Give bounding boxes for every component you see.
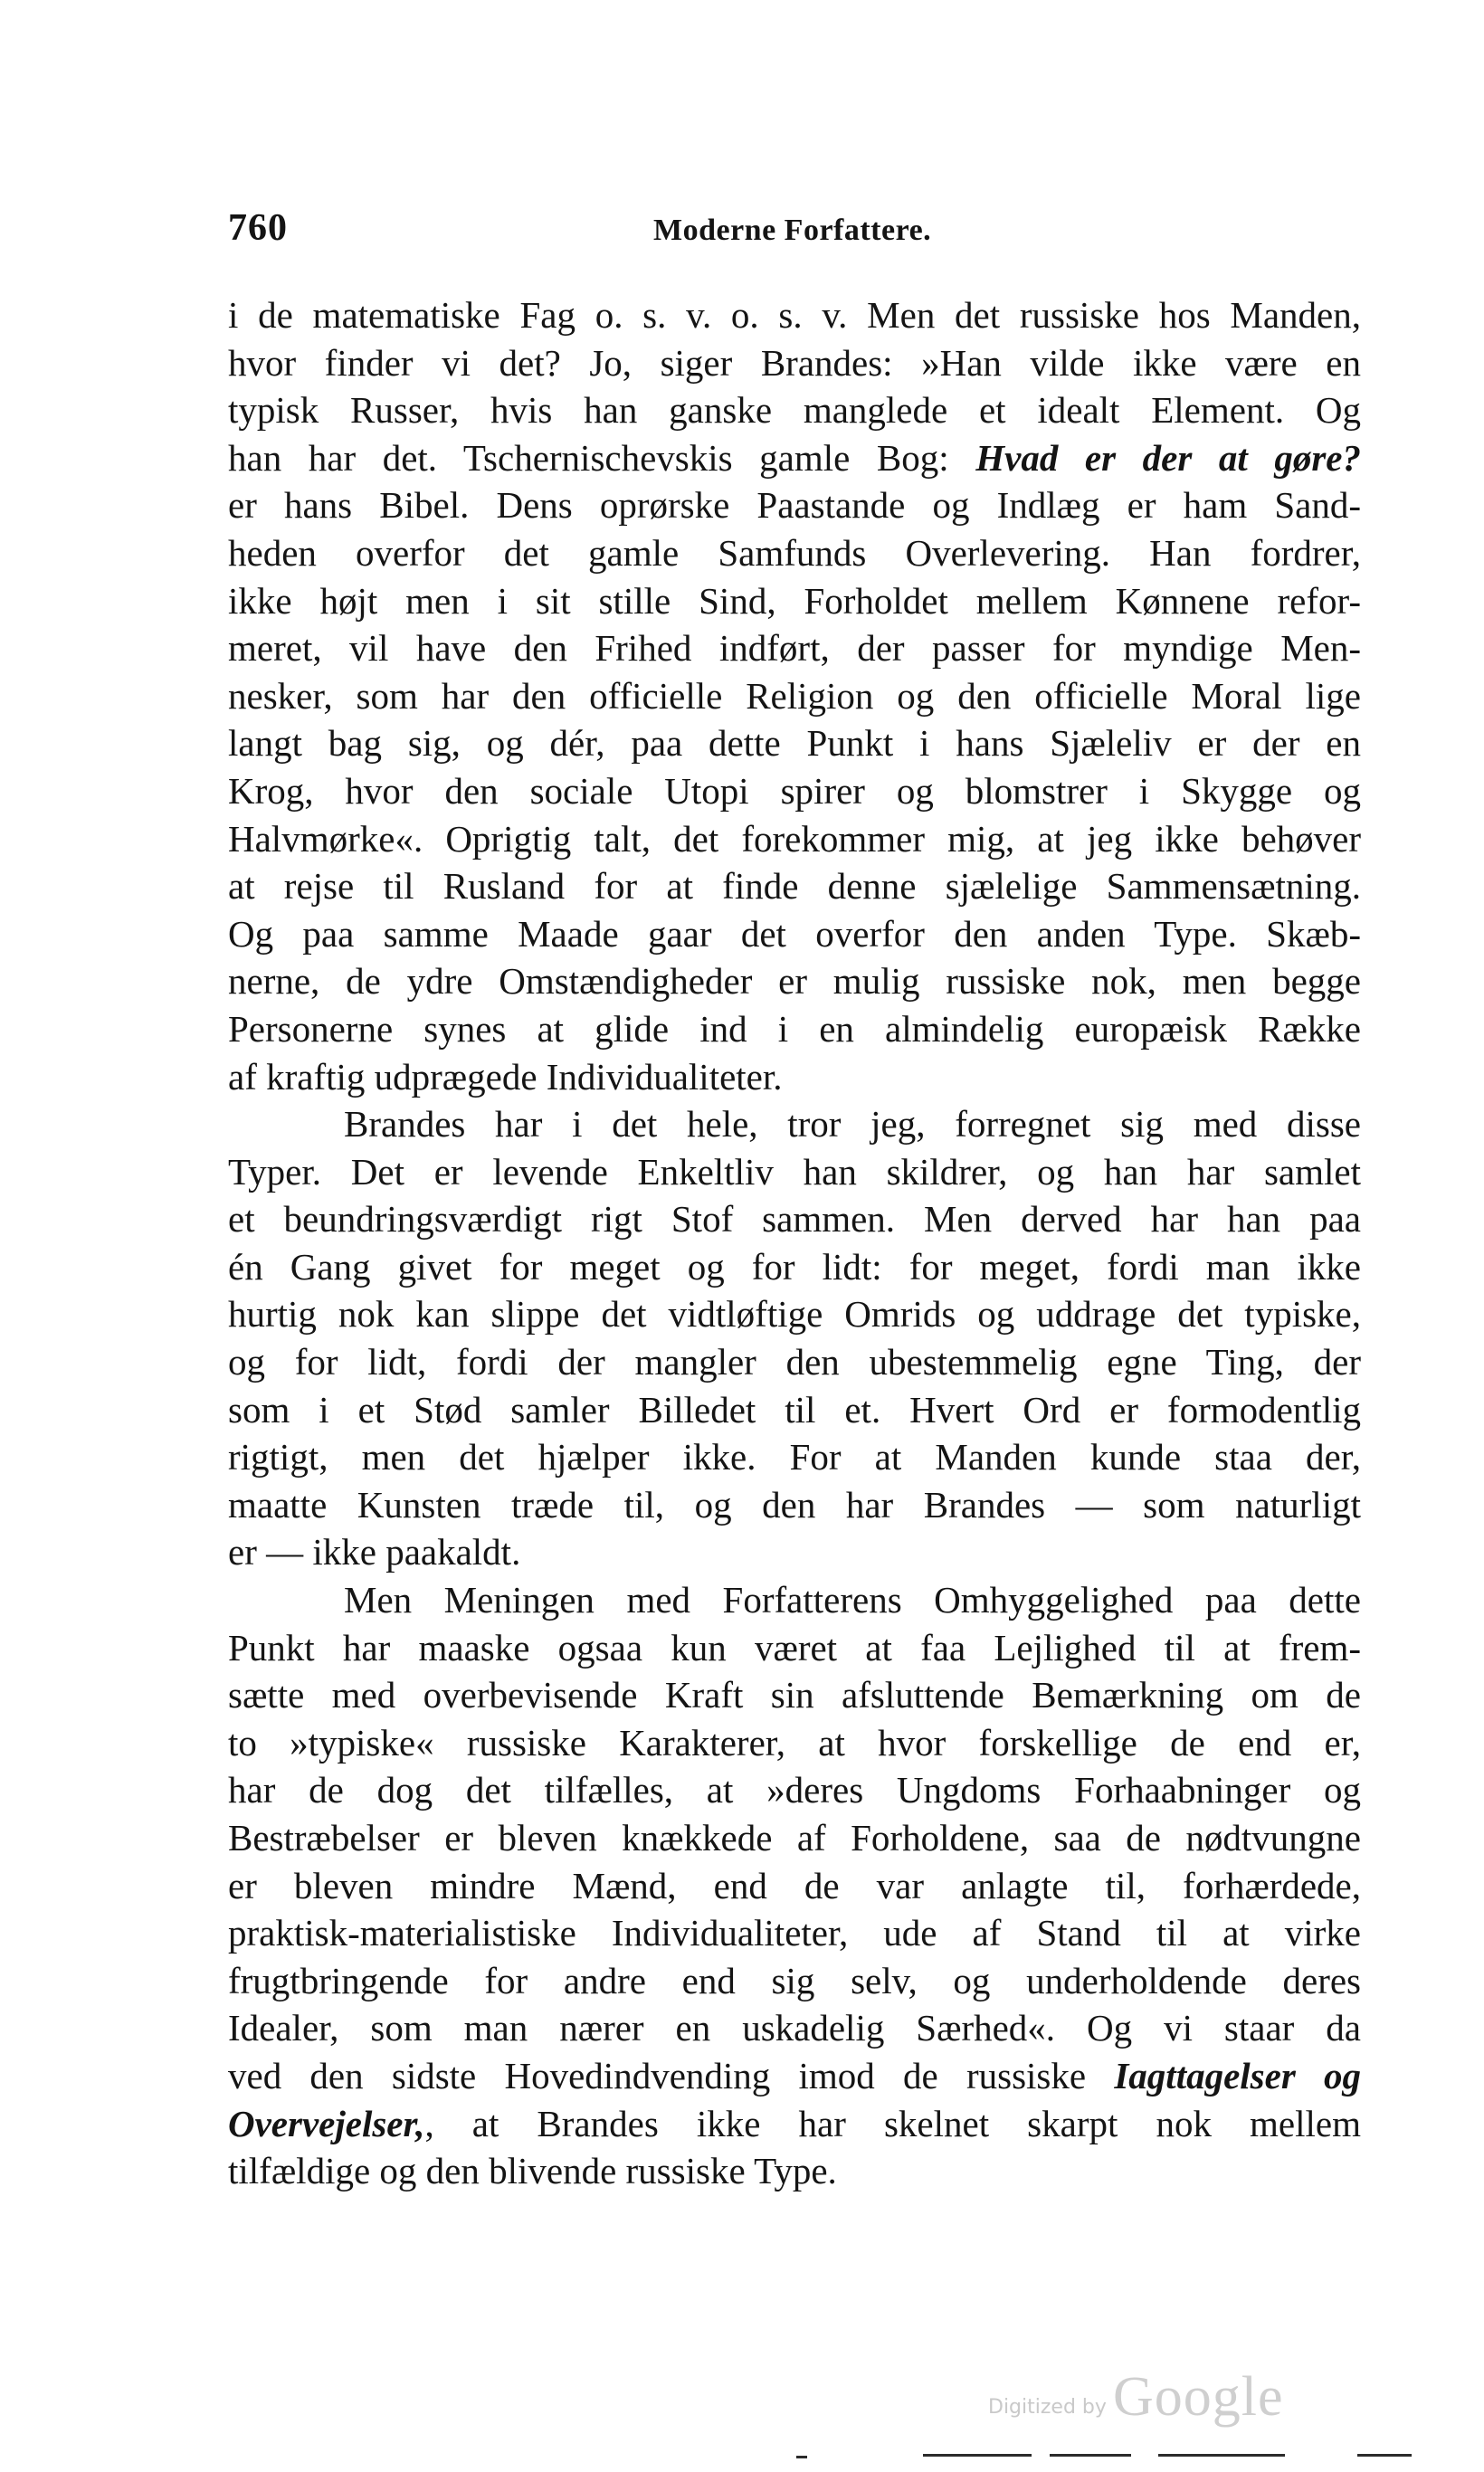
paragraph-start: Men Meningen med Forfatterens Omhyggelighed paa dette xyxy=(344,1579,1361,1621)
italic-title-part: Iagttagelser og xyxy=(1114,2054,1362,2096)
text-line: heden overfor det gamle Samfunds Overlevering. Han fordrer, xyxy=(228,531,1361,574)
text-line: nesker, som har den officielle Religion og den officielle Moral lige xyxy=(228,674,1361,717)
text-line: er hans Bibel. Dens oprørske Paastande og Indlæg er ham Sand- xyxy=(228,484,1361,527)
text-line: typisk Russer, hvis han ganske manglede et idealt Element. Og xyxy=(228,389,1361,432)
text-line: Punkt har maaske ogsaa kun været at faa Lejlighed til at frem- xyxy=(228,1626,1361,1669)
italic-title-part: Overvejelser, xyxy=(228,2102,425,2144)
text-line: tilfældige og den blivende russiske Type. xyxy=(228,2150,837,2192)
text-line: Idealer, som man nærer en uskadelig Særhed«. Og vi staar da xyxy=(228,2007,1361,2049)
text-line: et beundringsværdigt rigt Stof sammen. Men derved har han paa xyxy=(228,1198,1361,1241)
text-line xyxy=(228,2100,1361,2148)
text-line: Og paa samme Maade gaar det overfor den anden Type. Skæb- xyxy=(228,912,1361,955)
running-head: Moderne Forfattere. xyxy=(653,214,932,247)
text-line: hurtig nok kan slippe det vidtløftige Omrids og uddrage det typiske, xyxy=(228,1293,1361,1336)
text-segment: ved den sidste Hovedindvending imod de russiske xyxy=(228,2054,1087,2096)
text-line: som i et Stød samler Billedet til et. Hvert Ord er formodentlig xyxy=(228,1388,1361,1431)
text-line: rigtigt, men det hjælper ikke. For at Manden kunde staa der, xyxy=(228,1436,1361,1478)
scan-edge-mark xyxy=(923,2454,1032,2457)
text-line xyxy=(228,2052,1361,2100)
text-line: Bestræbelser er bleven knækkede af Forholdene, saa de nødtvungne xyxy=(228,1817,1361,1859)
text-line: er — ikke paakaldt. xyxy=(228,1531,521,1574)
text-line: ikke højt men i sit stille Sind, Forholdet mellem Kønnene refor- xyxy=(228,579,1361,622)
watermark-prefix: Digitized by xyxy=(988,2396,1107,2419)
text-line: langt bag sig, og dér, paa dette Punkt i hans Sjæleliv er der en xyxy=(228,722,1361,765)
scan-edge-mark xyxy=(1050,2454,1131,2457)
text-segment: , at Brandes ikke har skelnet skarpt nok mellem xyxy=(424,2102,1361,2144)
text-line: er bleven mindre Mænd, end de var anlagte til, forhærdede, xyxy=(228,1864,1361,1906)
page-number: 760 xyxy=(228,207,288,249)
text-line: og for lidt, fordi der mangler den ubestemmelig egne Ting, der xyxy=(228,1341,1361,1383)
scan-edge-mark xyxy=(796,2456,807,2458)
google-logo: Google xyxy=(1113,2366,1284,2428)
paragraph-start: Brandes har i det hele, tror jeg, forregnet sig med disse xyxy=(344,1103,1361,1146)
scan-edge-mark xyxy=(1158,2454,1285,2457)
text-line: har de dog det tilfælles, at »deres Ungdoms Forhaabninger og xyxy=(228,1769,1361,1811)
text-line: at rejse til Rusland for at finde denne sjælelige Sammensætning. xyxy=(228,865,1361,908)
text-line: maatte Kunsten træde til, og den har Brandes — som naturligt xyxy=(228,1483,1361,1526)
text-line: Krog, hvor den sociale Utopi spirer og blomstrer i Skygge og xyxy=(228,769,1361,812)
text-line xyxy=(228,434,1361,482)
text-line: Personerne synes at glide ind i en almindelig europæisk Række xyxy=(228,1007,1361,1050)
text-line: nerne, de ydre Omstændigheder er mulig russiske nok, men begge xyxy=(228,960,1361,1003)
text-line: meret, vil have den Frihed indført, der passer for myndige Men- xyxy=(228,627,1361,670)
text-line: af kraftig udprægede Individualiteter. xyxy=(228,1055,783,1098)
scan-edge-mark xyxy=(1357,2454,1412,2457)
digitized-watermark xyxy=(988,2365,1314,2429)
text-segment: han har det. Tschernischevskis gamle Bog: xyxy=(228,436,949,479)
body-text xyxy=(228,291,1361,2195)
text-line: sætte med overbevisende Kraft sin afsluttende Bemærkning om de xyxy=(228,1674,1361,1716)
page-header xyxy=(228,206,1361,261)
text-line: praktisk-materialistiske Individualiteter, ude af Stand til at virke xyxy=(228,1912,1361,1954)
text-line: to »typiske« russiske Karakterer, at hvor forskellige de end er, xyxy=(228,1721,1361,1764)
text-line: hvor finder vi det? Jo, siger Brandes: »Han vilde ikke være en xyxy=(228,341,1361,384)
text-line: Typer. Det er levende Enkeltliv han skildrer, og han har samlet xyxy=(228,1150,1361,1193)
italic-book-title: Hvad er der at gøre? xyxy=(975,436,1361,479)
text-line: frugtbringende for andre end sig selv, og underholdende deres xyxy=(228,1959,1361,2001)
text-line: Halvmørke«. Oprigtig talt, det forekommer mig, at jeg ikke behøver xyxy=(228,817,1361,860)
text-line: én Gang givet for meget og for lidt: for meget, fordi man ikke xyxy=(228,1245,1361,1288)
text-line: i de matematiske Fag o. s. v. o. s. v. Men det russiske hos Manden, xyxy=(228,294,1361,336)
